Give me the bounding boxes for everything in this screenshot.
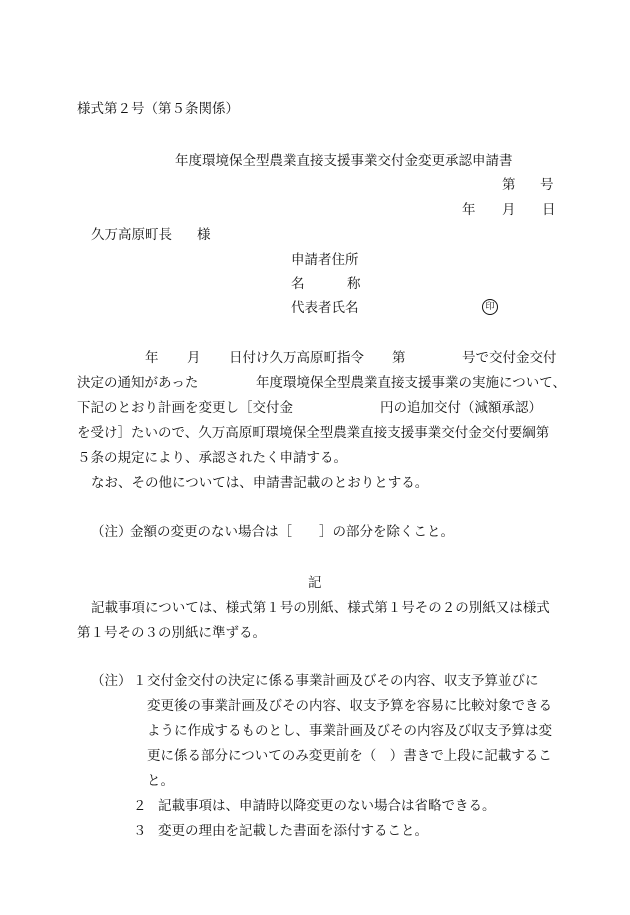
note-item-line: 記載事項は、申請時以降変更のない場合は省略できる。 [158, 798, 496, 814]
document-title: 年度環境保全型農業直接支援事業交付金変更承認申請書 [175, 153, 513, 169]
body-dai: 第 [392, 350, 406, 366]
record-line1: 記載事項については、様式第１号の別紙、様式第１号その２の別紙又は様式 [91, 600, 550, 616]
note-item-line: 更に係る部分についてのみ変更前を（ ）書きで上段に記載するこ [147, 748, 552, 764]
notes-label: （注） [91, 673, 132, 689]
note1-label: （注） [91, 524, 132, 540]
addressee-honorific: 様 [197, 227, 211, 243]
date-year-label: 年 [462, 202, 476, 218]
body-line2-head: 決定の通知があった [77, 375, 199, 391]
note-item-line: ように作成するものとし、事業計画及びその内容及び収支予算は変 [147, 723, 552, 739]
ki-heading: 記 [308, 575, 322, 591]
body-line4: を受け］たいので、久万高原町環境保全型農業直接支援事業交付金交付要綱第 [77, 425, 550, 441]
body-month: 月 [187, 350, 201, 366]
form-number: 様式第２号（第５条関係） [77, 101, 239, 117]
applicant-name-label-2: 称 [347, 276, 361, 292]
applicant-address-label: 申請者住所 [291, 252, 359, 268]
note-item-line: 変更の理由を記載した書面を添付すること。 [158, 823, 428, 839]
date-month-label: 月 [502, 202, 516, 218]
doc-number-label-1: 第 [502, 177, 516, 193]
note1-text: 金額の変更のない場合は［ ］の部分を除くこと。 [130, 524, 454, 540]
body-line2-tail: 年度環境保全型農業直接支援事業の実施について、 [256, 375, 566, 391]
body-line5: ５条の規定により、承認されたく申請する。 [77, 450, 347, 466]
addressee-name: 久万高原町長 [91, 227, 172, 243]
body-line1-tail: 号で交付金交付 [462, 350, 557, 366]
body-year: 年 [145, 350, 159, 366]
body-date-issuer: 日付け久万高原町指令 [229, 350, 364, 366]
note-item-line: と。 [147, 773, 174, 789]
seal-mark: 印 [482, 299, 498, 315]
doc-number-label-2: 号 [540, 177, 554, 193]
date-day-label: 日 [542, 202, 556, 218]
body-line6: なお、その他については、申請書記載のとおりとする。 [91, 475, 429, 491]
note-item-num: １ [133, 673, 147, 689]
body-line3-head: 下記のとおり計画を変更し［交付金 [77, 400, 293, 416]
note-item-line: 変更後の事業計画及びその内容、収支予算を容易に比較対象できる [147, 698, 552, 714]
applicant-rep-label: 代表者氏名 [291, 300, 359, 316]
note-item-num: ３ [133, 823, 147, 839]
body-line3-tail: 円の追加交付（減額承認） [380, 400, 542, 416]
note-item-num: ２ [133, 798, 147, 814]
applicant-name-label-1: 名 [291, 276, 305, 292]
record-line2: 第１号その３の別紙に準ずる。 [77, 625, 266, 641]
note-item-line: 交付金交付の決定に係る事業計画及びその内容、収支予算並びに [147, 673, 539, 689]
